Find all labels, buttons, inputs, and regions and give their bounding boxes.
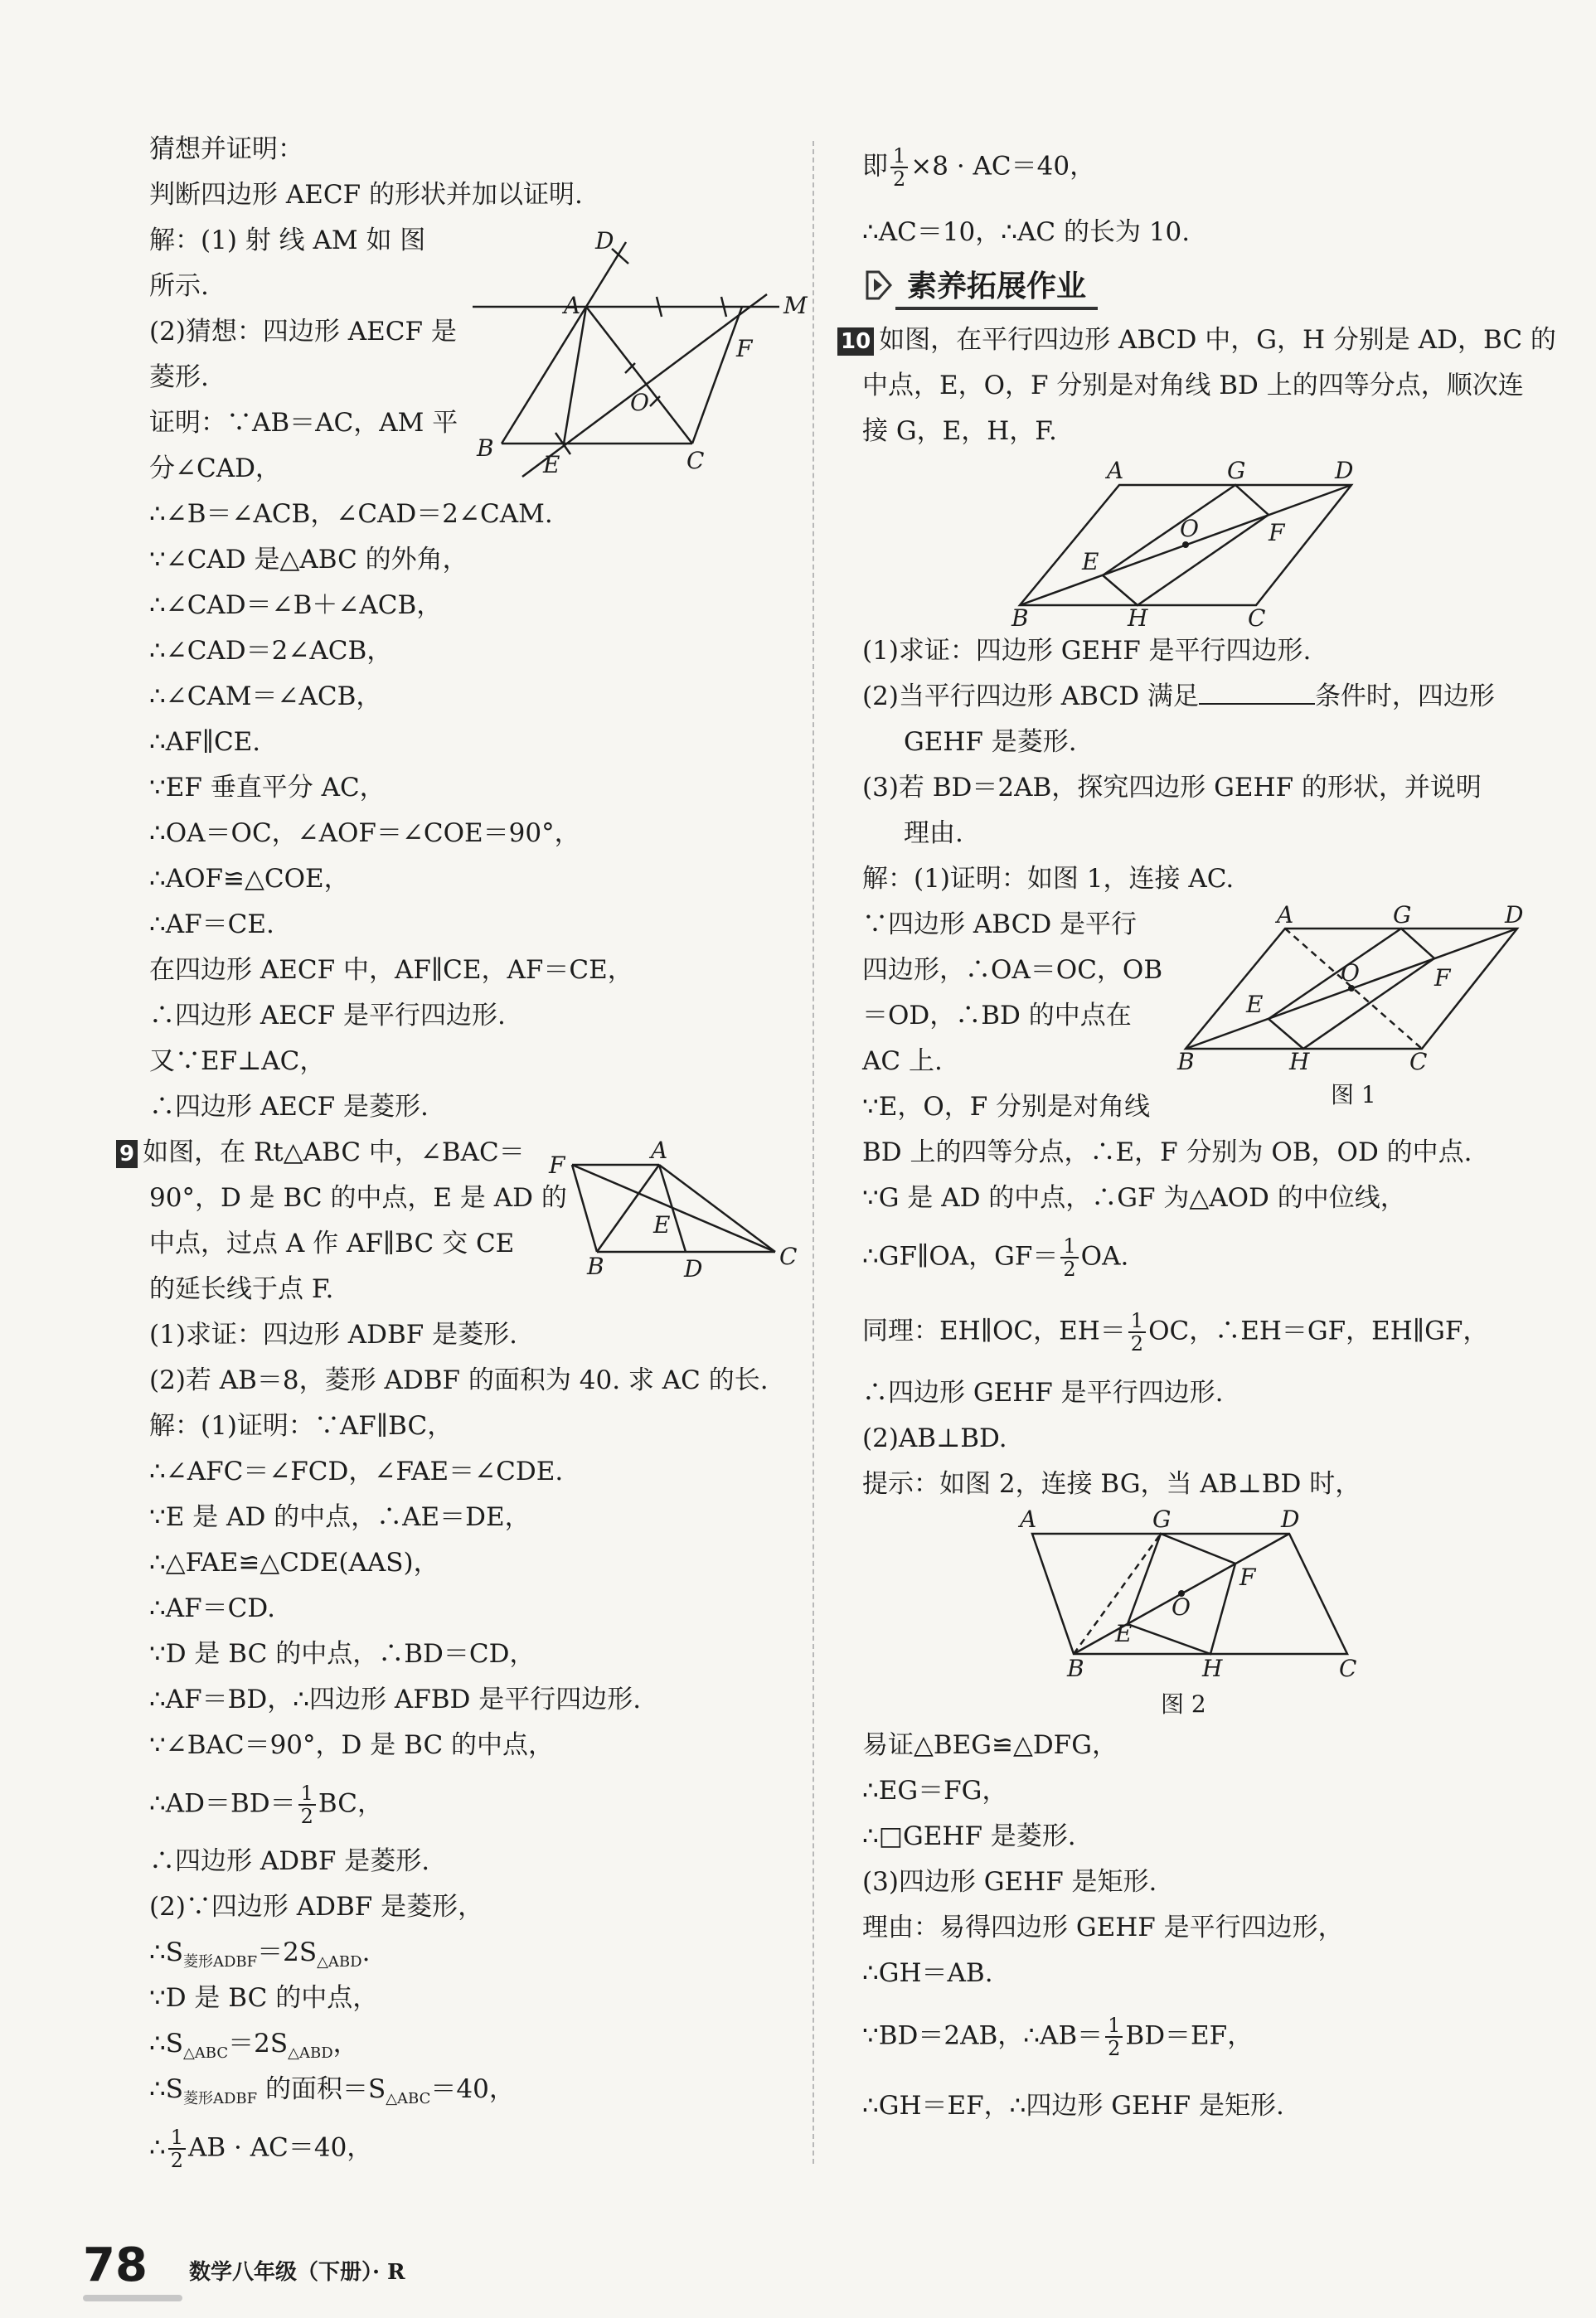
- text-line: ∴AC＝10，∴AC 的长为 10.: [862, 217, 1191, 247]
- label-a: A: [564, 292, 581, 319]
- label-d: D: [1505, 901, 1524, 929]
- text-line: 解：(1)证明：∵AF∥BC，: [149, 1411, 454, 1441]
- fraction: [298, 1782, 316, 1827]
- text-line: ∴∠CAD＝∠B＋∠ACB，: [149, 590, 443, 620]
- fraction-numerator: 1: [1128, 1310, 1146, 1333]
- fraction-denominator: 2: [1063, 1258, 1076, 1281]
- fraction-line: [149, 1782, 383, 1827]
- figure-q10: [999, 457, 1364, 632]
- fraction: [1060, 1235, 1078, 1280]
- answer-blank[interactable]: [1199, 680, 1315, 705]
- text-fragment: ×8 · AC＝40，: [910, 151, 1096, 182]
- label-e: E: [653, 1211, 671, 1239]
- fraction: [168, 2126, 186, 2171]
- question-9-line: [116, 1136, 525, 1169]
- label-b: B: [1011, 604, 1029, 632]
- text-fragment: ∴GF∥OA，GF＝: [862, 1241, 1059, 1272]
- label-b: B: [1067, 1655, 1084, 1682]
- question-number-badge: 9: [116, 1140, 138, 1168]
- text-line: 在四边形 AECF 中，AF∥CE，AF＝CE，: [149, 955, 633, 985]
- text-line: ∴AF＝CD.: [149, 1593, 275, 1623]
- text-line: ∵D 是 BC 的中点，∴BD＝CD，: [149, 1639, 536, 1669]
- text-fragment: ＝2S: [257, 1937, 318, 1967]
- label-f: F: [1269, 519, 1285, 546]
- fraction: [1105, 2015, 1123, 2059]
- text-fragment: 即: [862, 151, 888, 182]
- text-line: 解：(1)证明：如图 1，连接 AC.: [862, 864, 1235, 894]
- text-line: ∴∠AFC＝∠FCD，∠FAE＝∠CDE.: [149, 1457, 564, 1486]
- label-a: A: [1020, 1506, 1037, 1533]
- subscript: △ABD: [317, 1953, 362, 1971]
- fraction-line: [862, 145, 1095, 190]
- text-fragment: (2)当平行四边形 ABCD 满足: [862, 681, 1199, 711]
- text-fragment: ＝40，: [430, 2074, 515, 2104]
- text-line: ∴OA＝OC，∠AOF＝∠COE＝90°，: [149, 818, 580, 848]
- text-line: ∵E 是 AD 的中点，∴AE＝DE，: [149, 1502, 531, 1532]
- label-o: O: [1172, 1593, 1191, 1621]
- text-line: ∴GH＝AB.: [862, 1958, 993, 1988]
- fraction-numerator: 1: [298, 1782, 316, 1806]
- text-line: 菱形.: [149, 362, 209, 392]
- label-a: A: [651, 1137, 668, 1164]
- label-g: G: [1227, 457, 1246, 484]
- label-o: O: [630, 389, 649, 416]
- text-fragment: ∴AD＝BD＝: [149, 1788, 296, 1819]
- perpendicular-bisector-ef: [522, 294, 767, 477]
- fraction-line: [862, 2015, 1253, 2059]
- text-line: ∴∠CAM＝∠ACB，: [149, 681, 382, 711]
- text-line: (2)AB⊥BD.: [862, 1423, 1007, 1453]
- subscript: 菱形ADBF: [182, 2090, 258, 2108]
- question-text: 接 G，E，H，F.: [862, 416, 1057, 446]
- text-fragment: ∴S: [149, 2029, 183, 2059]
- fraction-denominator: 2: [300, 1805, 313, 1828]
- text-fragment: ＝2S: [228, 2029, 289, 2059]
- text-line: ∴AF＝CE.: [149, 909, 274, 939]
- question-part-2: [862, 680, 1495, 713]
- question-text: 如图，在 Rt△ABC 中，∠BAC＝: [143, 1137, 525, 1167]
- text-line: ∵四边形 ABCD 是平行: [862, 909, 1138, 939]
- question-text: 中点，过点 A 作 AF∥BC 交 CE: [149, 1229, 515, 1258]
- figure-1: [1165, 901, 1530, 1115]
- text-fragment: ∴: [149, 2132, 166, 2163]
- label-c: C: [686, 447, 705, 474]
- question-part: (3)若 BD＝2AB，探究四边形 GEHF 的形状，并说明: [862, 773, 1482, 803]
- text-line: ∴四边形 AECF 是平行四边形.: [149, 1001, 506, 1030]
- text-fragment: ∵BD＝2AB，∴AB＝: [862, 2020, 1104, 2051]
- label-d: D: [684, 1255, 703, 1283]
- label-h: H: [1202, 1655, 1223, 1682]
- text-line: ∵E，O，F 分别是对角线: [862, 1092, 1151, 1122]
- question-part: GEHF 是菱形.: [904, 727, 1077, 757]
- label-c: C: [1248, 604, 1266, 632]
- segment-ae: [564, 307, 586, 444]
- figure-caption: 图 1: [1331, 1081, 1376, 1108]
- question-text: 的延长线于点 F.: [149, 1274, 334, 1304]
- text-line: ∵∠BAC＝90°，D 是 BC 的中点，: [149, 1730, 555, 1760]
- label-b: B: [1177, 1048, 1195, 1075]
- fraction-line: [149, 2126, 372, 2171]
- label-a: A: [1107, 457, 1124, 484]
- segment-fc: [572, 1165, 775, 1252]
- footer-decoration: [83, 2295, 182, 2301]
- question-text: (1)求证：四边形 ADBF 是菱形.: [149, 1320, 518, 1350]
- text-line: BD 上的四等分点，∴E，F 分别为 OB，OD 的中点.: [862, 1137, 1472, 1167]
- label-e: E: [1246, 991, 1264, 1018]
- fraction: [1128, 1310, 1146, 1355]
- label-f: F: [736, 335, 753, 362]
- label-h: H: [1289, 1048, 1310, 1075]
- label-d: D: [1281, 1506, 1300, 1533]
- text-line: 理由：易得四边形 GEHF 是平行四边形，: [862, 1913, 1344, 1942]
- text-line: ∴△FAE≌△CDE(AAS)，: [149, 1548, 439, 1578]
- figure-caption: 图 2: [1161, 1690, 1206, 1718]
- fraction-denominator: 2: [1108, 2037, 1121, 2060]
- page-footer: [83, 2238, 405, 2292]
- label-c: C: [1409, 1048, 1428, 1075]
- column-divider: [813, 141, 814, 2164]
- fraction-numerator: 1: [1060, 1235, 1078, 1258]
- text-line: 又∵EF⊥AC，: [149, 1046, 326, 1076]
- text-line: 解：(1) 射 线 AM 如 图: [149, 225, 426, 255]
- area-line: [149, 2073, 515, 2116]
- label-g: G: [1152, 1506, 1172, 1533]
- text-fragment: BD＝EF，: [1125, 2020, 1254, 2051]
- section-header: [862, 262, 1098, 308]
- label-e: E: [1115, 1620, 1133, 1647]
- text-fragment: ∴S: [149, 1937, 183, 1967]
- segment-ac: [586, 307, 692, 444]
- subscript: △ABC: [386, 2090, 431, 2108]
- text-fragment: 条件时，四边形: [1314, 681, 1495, 711]
- segment-ab: [597, 1165, 659, 1252]
- section-title: 素养拓展作业: [895, 261, 1098, 310]
- text-line: ∵∠CAD 是△ABC 的外角，: [149, 545, 468, 575]
- text-fragment: AB · AC＝40，: [188, 2132, 373, 2163]
- fraction-line: [862, 1310, 1488, 1355]
- text-line: ∴AF＝BD，∴四边形 AFBD 是平行四边形.: [149, 1685, 642, 1714]
- text-fragment: OA.: [1080, 1241, 1129, 1272]
- fraction-numerator: 1: [890, 145, 908, 168]
- fraction-denominator: 2: [1130, 1332, 1144, 1355]
- segment-fc: [692, 307, 742, 444]
- fraction-numerator: 1: [168, 2126, 186, 2150]
- text-line: ∴EG＝FG，: [862, 1776, 1008, 1806]
- label-c: C: [779, 1243, 798, 1270]
- text-line: ∴四边形 AECF 是菱形.: [149, 1092, 429, 1122]
- text-line: 猜想并证明：: [149, 134, 303, 164]
- label-e: E: [543, 451, 560, 478]
- text-fragment: 的面积＝S: [257, 2074, 386, 2104]
- page-number: 78: [83, 2238, 148, 2292]
- figure-aecf: [473, 224, 808, 489]
- text-line: ＝OD，∴BD 的中点在: [862, 1001, 1132, 1030]
- area-line: [149, 1936, 370, 1979]
- label-c: C: [1339, 1655, 1357, 1682]
- fraction-line: [862, 1235, 1128, 1280]
- label-d: D: [1335, 457, 1354, 484]
- question-text: 90°，D 是 BC 的中点，E 是 AD 的: [149, 1183, 567, 1213]
- text-line: ∴∠CAD＝2∠ACB，: [149, 636, 393, 666]
- text-line: ∴AOF≌△COE，: [149, 864, 350, 894]
- point-o: [1182, 541, 1189, 548]
- fraction-numerator: 1: [1105, 2015, 1123, 2038]
- question-part: (1)求证：四边形 GEHF 是平行四边形.: [862, 636, 1312, 666]
- question-text: 如图，在平行四边形 ABCD 中，G，H 分别是 AD，BC 的: [879, 325, 1556, 355]
- subscript: 菱形ADBF: [182, 1953, 258, 1971]
- label-d: D: [595, 227, 614, 255]
- label-f: F: [1239, 1564, 1256, 1591]
- question-number-badge: 10: [837, 327, 874, 356]
- question-10-line: [837, 323, 1556, 356]
- text-line: ∴四边形 GEHF 是平行四边形.: [862, 1378, 1224, 1408]
- segment-ac: [659, 1165, 775, 1252]
- question-text: 中点，E，O，F 分别是对角线 BD 上的四等分点，顺次连: [862, 371, 1524, 400]
- figure-2: [1007, 1506, 1372, 1724]
- fraction-denominator: 2: [893, 167, 906, 191]
- text-line: ∴AF∥CE.: [149, 727, 261, 757]
- text-line: (2)∵四边形 ADBF 是菱形，: [149, 1892, 484, 1922]
- text-line: 提示：如图 2，连接 BG，当 AB⊥BD 时，: [862, 1469, 1361, 1499]
- text-line: ∵EF 垂直平分 AC，: [149, 773, 386, 803]
- fraction-denominator: 2: [170, 2149, 184, 2172]
- question-part: 理由.: [904, 818, 963, 848]
- segment-ab: [502, 307, 586, 444]
- text-line: 易证△BEG≌△DFG，: [862, 1730, 1118, 1760]
- figure-q9: [547, 1137, 804, 1289]
- text-fragment: ∴S: [149, 2074, 183, 2104]
- label-f: F: [549, 1152, 565, 1179]
- text-line: 分∠CAD，: [149, 453, 281, 483]
- text-line: 证明：∵AB＝AC，AM 平: [149, 408, 458, 438]
- label-f: F: [1434, 964, 1451, 992]
- text-line: 四边形，∴OA＝OC，OB: [862, 955, 1163, 985]
- subscript: △ABD: [288, 2044, 333, 2063]
- label-b: B: [477, 434, 494, 462]
- text-line: 所示.: [149, 271, 209, 301]
- label-h: H: [1128, 604, 1148, 632]
- label-o: O: [1341, 959, 1360, 987]
- text-line: (2)猜想：四边形 AECF 是: [149, 317, 457, 347]
- text-line: ∵D 是 BC 的中点，: [149, 1983, 379, 2013]
- fraction: [890, 145, 908, 190]
- label-m: M: [783, 292, 808, 319]
- text-fragment: OC，∴EH＝GF，EH∥GF，: [1148, 1316, 1489, 1346]
- text-line: (3)四边形 GEHF 是矩形.: [862, 1867, 1157, 1897]
- book-title: 数学八年级（下册）· R: [188, 2260, 405, 2285]
- text-fragment: .: [361, 1937, 371, 1967]
- label-g: G: [1393, 901, 1412, 929]
- label-o: O: [1180, 515, 1199, 542]
- question-text: (2)若 AB＝8，菱形 ADBF 的面积为 40. 求 AC 的长.: [149, 1365, 769, 1395]
- label-e: E: [1082, 548, 1099, 575]
- text-line: ∴GH＝EF，∴四边形 GEHF 是矩形.: [862, 2091, 1284, 2121]
- text-line: 判断四边形 AECF 的形状并加以证明.: [149, 180, 583, 210]
- arrow-tag-icon: [862, 265, 895, 305]
- text-line: ∵G 是 AD 的中点，∴GF 为△AOD 的中位线，: [862, 1183, 1406, 1213]
- label-b: B: [587, 1253, 604, 1280]
- label-a: A: [1277, 901, 1294, 929]
- segment-fb: [572, 1165, 597, 1252]
- area-line: [149, 2027, 359, 2070]
- text-line: AC 上.: [862, 1046, 943, 1076]
- text-line: ∴四边形 ADBF 是菱形.: [149, 1846, 430, 1876]
- text-fragment: ，: [332, 2029, 359, 2059]
- text-line: ∴□GEHF 是菱形.: [862, 1821, 1076, 1851]
- text-line: ∴∠B＝∠ACB，∠CAD＝2∠CAM.: [149, 499, 553, 529]
- subscript: △ABC: [182, 2044, 229, 2063]
- text-fragment: BC，: [318, 1788, 383, 1819]
- text-fragment: 同理：EH∥OC，EH＝: [862, 1316, 1126, 1346]
